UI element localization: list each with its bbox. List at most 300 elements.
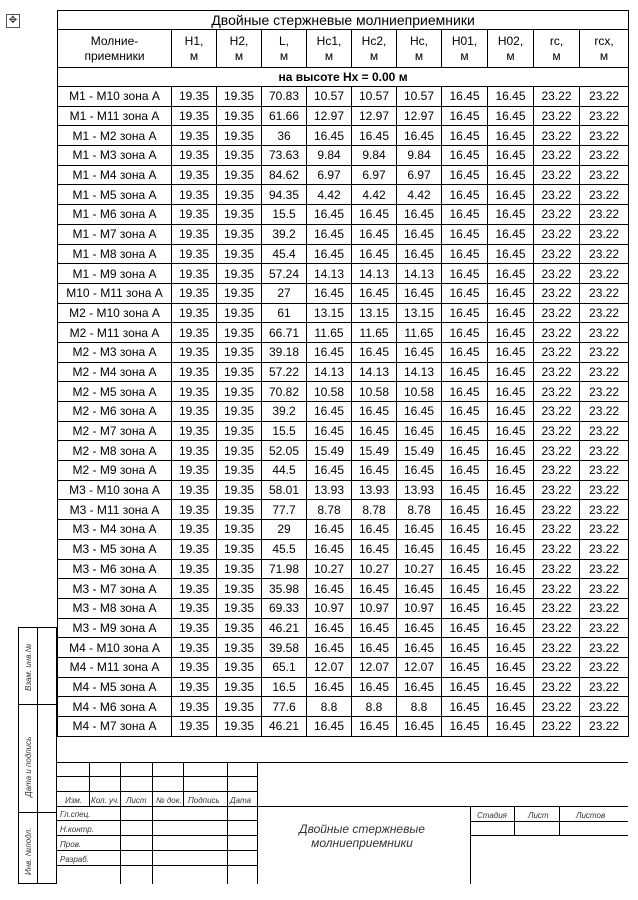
value-cell: 19.35: [172, 382, 217, 402]
value-cell: 10.97: [307, 598, 352, 618]
value-cell: 16.45: [397, 224, 442, 244]
value-cell: 19.35: [217, 283, 262, 303]
table-title: Двойные стержневые молниеприемники: [58, 11, 629, 30]
value-cell: 77.6: [262, 697, 307, 717]
value-cell: 16.45: [442, 657, 488, 677]
value-cell: 16.45: [488, 480, 534, 500]
table-row: [58, 382, 629, 402]
value-cell: 16.45: [442, 697, 488, 717]
value-cell: 16.45: [488, 421, 534, 441]
value-cell: 16.45: [488, 126, 534, 146]
value-cell: 19.35: [172, 283, 217, 303]
value-cell: 16.45: [488, 362, 534, 382]
value-cell: 16.45: [488, 106, 534, 126]
row-name-cell: М3 - М11 зона А: [58, 500, 172, 520]
value-cell: 16.45: [397, 579, 442, 599]
value-cell: 23.22: [534, 283, 580, 303]
row-name-cell: М1 - М6 зона А: [58, 205, 172, 225]
value-cell: 23.22: [580, 500, 629, 520]
value-cell: 16.45: [488, 618, 534, 638]
value-cell: 14.13: [397, 362, 442, 382]
value-cell: 23.22: [534, 382, 580, 402]
value-cell: 19.35: [217, 441, 262, 461]
value-cell: 19.35: [217, 165, 262, 185]
value-cell: 8.78: [352, 500, 397, 520]
row-name-cell: М2 - М7 зона А: [58, 421, 172, 441]
table-row: [58, 441, 629, 461]
value-cell: 19.35: [172, 146, 217, 166]
table-body: [58, 87, 629, 737]
value-cell: 16.45: [442, 579, 488, 599]
value-cell: 19.35: [172, 441, 217, 461]
replacement-inv-label: Взам. инв.№: [24, 643, 33, 691]
value-cell: 16.45: [488, 402, 534, 422]
value-cell: 16.45: [442, 559, 488, 579]
value-cell: 16.45: [307, 402, 352, 422]
value-cell: 23.22: [534, 323, 580, 343]
value-cell: 23.22: [580, 303, 629, 323]
value-cell: 16.45: [442, 677, 488, 697]
value-cell: 23.22: [534, 480, 580, 500]
value-cell: 19.35: [217, 126, 262, 146]
row-name-cell: М1 - М9 зона А: [58, 264, 172, 284]
value-cell: 19.35: [172, 342, 217, 362]
value-cell: 23.22: [580, 185, 629, 205]
row-name-cell: М2 - М4 зона А: [58, 362, 172, 382]
value-cell: 16.45: [397, 638, 442, 658]
value-cell: 10.58: [307, 382, 352, 402]
value-cell: 4.42: [307, 185, 352, 205]
table-row: [58, 657, 629, 677]
value-cell: 19.35: [172, 323, 217, 343]
value-cell: 16.45: [442, 283, 488, 303]
column-header-h2: H2, м: [217, 30, 262, 68]
row-name-cell: М3 - М9 зона А: [58, 618, 172, 638]
value-cell: 16.45: [488, 264, 534, 284]
value-cell: 66.71: [262, 323, 307, 343]
value-cell: 16.45: [488, 323, 534, 343]
value-cell: 23.22: [534, 618, 580, 638]
column-header-hc1: Hc1, м: [307, 30, 352, 68]
value-cell: 14.13: [307, 362, 352, 382]
value-cell: 16.45: [488, 185, 534, 205]
value-cell: 19.35: [217, 146, 262, 166]
value-cell: 16.45: [397, 205, 442, 225]
value-cell: 65.1: [262, 657, 307, 677]
value-cell: 19.35: [217, 402, 262, 422]
value-cell: 16.45: [442, 598, 488, 618]
value-cell: 14.13: [307, 264, 352, 284]
title-block: [57, 762, 628, 884]
change-header-list: Лист: [126, 796, 147, 805]
role-chief-spec: Гл.спец.: [60, 810, 91, 819]
table-row: [58, 598, 629, 618]
column-header-rc: rc, м: [534, 30, 580, 68]
value-cell: 16.45: [442, 402, 488, 422]
value-cell: 13.15: [397, 303, 442, 323]
row-name-cell: М2 - М9 зона А: [58, 461, 172, 481]
table-row: [58, 520, 629, 540]
role-checked: Пров.: [60, 840, 82, 849]
value-cell: 19.35: [217, 717, 262, 737]
value-cell: 6.97: [307, 165, 352, 185]
stamp-doc-title: Двойные стержневые молниеприемники: [299, 822, 425, 850]
value-cell: 19.35: [217, 244, 262, 264]
row-name-cell: М2 - М6 зона А: [58, 402, 172, 422]
value-cell: 19.35: [217, 185, 262, 205]
value-cell: 16.45: [488, 500, 534, 520]
value-cell: 23.22: [534, 402, 580, 422]
table-row: [58, 323, 629, 343]
table-row: [58, 342, 629, 362]
row-name-cell: М1 - М4 зона А: [58, 165, 172, 185]
value-cell: 16.45: [307, 638, 352, 658]
value-cell: 19.35: [217, 205, 262, 225]
row-name-cell: М1 - М2 зона А: [58, 126, 172, 146]
value-cell: 16.45: [307, 224, 352, 244]
value-cell: 19.35: [172, 264, 217, 284]
value-cell: 16.45: [488, 461, 534, 481]
value-cell: 23.22: [534, 559, 580, 579]
value-cell: 70.82: [262, 382, 307, 402]
value-cell: 11.65: [397, 323, 442, 343]
value-cell: 23.22: [534, 106, 580, 126]
value-cell: 11.65: [307, 323, 352, 343]
value-cell: 16.45: [488, 382, 534, 402]
value-cell: 10.57: [307, 87, 352, 107]
date-sign-label: Дата и подпись: [24, 736, 33, 797]
value-cell: 16.45: [397, 461, 442, 481]
row-name-cell: М2 - М11 зона А: [58, 323, 172, 343]
value-cell: 16.45: [442, 303, 488, 323]
value-cell: 23.22: [534, 579, 580, 599]
table-row: [58, 480, 629, 500]
table-row: [58, 461, 629, 481]
value-cell: 39.2: [262, 402, 307, 422]
value-cell: 23.22: [534, 421, 580, 441]
value-cell: 16.45: [352, 244, 397, 264]
value-cell: 16.45: [352, 402, 397, 422]
value-cell: 23.22: [534, 303, 580, 323]
column-header-rcx: rcx, м: [580, 30, 629, 68]
row-name-cell: М4 - М11 зона А: [58, 657, 172, 677]
value-cell: 13.15: [307, 303, 352, 323]
value-cell: 36: [262, 126, 307, 146]
value-cell: 16.45: [397, 402, 442, 422]
value-cell: 23.22: [580, 244, 629, 264]
value-cell: 52.05: [262, 441, 307, 461]
row-name-cell: М2 - М10 зона А: [58, 303, 172, 323]
value-cell: 4.42: [352, 185, 397, 205]
value-cell: 19.35: [217, 323, 262, 343]
value-cell: 12.97: [397, 106, 442, 126]
value-cell: 45.4: [262, 244, 307, 264]
value-cell: 16.45: [352, 579, 397, 599]
value-cell: 23.22: [580, 441, 629, 461]
value-cell: 19.35: [172, 185, 217, 205]
value-cell: 16.45: [488, 677, 534, 697]
value-cell: 19.35: [172, 205, 217, 225]
value-cell: 23.22: [580, 224, 629, 244]
row-name-cell: М1 - М5 зона А: [58, 185, 172, 205]
value-cell: 16.45: [488, 441, 534, 461]
value-cell: 16.45: [488, 598, 534, 618]
value-cell: 23.22: [534, 165, 580, 185]
table-row: [58, 185, 629, 205]
value-cell: 16.45: [488, 657, 534, 677]
value-cell: 58.01: [262, 480, 307, 500]
value-cell: 23.22: [534, 87, 580, 107]
value-cell: 19.35: [217, 559, 262, 579]
column-header-h1: H1, м: [172, 30, 217, 68]
table-row: [58, 165, 629, 185]
value-cell: 16.45: [442, 480, 488, 500]
value-cell: 23.22: [534, 657, 580, 677]
value-cell: 23.22: [534, 224, 580, 244]
value-cell: 16.45: [397, 283, 442, 303]
value-cell: 23.22: [534, 126, 580, 146]
value-cell: 16.45: [307, 244, 352, 264]
value-cell: 16.45: [397, 126, 442, 146]
stage-header: Стадия: [477, 811, 507, 820]
role-developed: Разраб.: [60, 855, 89, 864]
value-cell: 16.45: [442, 264, 488, 284]
value-cell: 16.45: [352, 677, 397, 697]
value-cell: 35.98: [262, 579, 307, 599]
value-cell: 69.33: [262, 598, 307, 618]
table-row: [58, 638, 629, 658]
value-cell: 16.45: [488, 165, 534, 185]
value-cell: 16.45: [488, 283, 534, 303]
value-cell: 23.22: [534, 441, 580, 461]
sheets-header: Листов: [576, 811, 606, 820]
value-cell: 23.22: [580, 402, 629, 422]
value-cell: 16.45: [442, 224, 488, 244]
value-cell: 6.97: [397, 165, 442, 185]
value-cell: 19.35: [217, 421, 262, 441]
value-cell: 8.8: [352, 697, 397, 717]
value-cell: 16.45: [488, 224, 534, 244]
table-row: [58, 126, 629, 146]
table-row: [58, 87, 629, 107]
value-cell: 23.22: [534, 362, 580, 382]
change-header-sign: Подпись: [188, 796, 220, 805]
value-cell: 16.45: [442, 87, 488, 107]
value-cell: 39.18: [262, 342, 307, 362]
value-cell: 16.45: [488, 579, 534, 599]
value-cell: 10.58: [397, 382, 442, 402]
value-cell: 16.45: [442, 342, 488, 362]
value-cell: 16.45: [442, 500, 488, 520]
value-cell: 16.45: [442, 146, 488, 166]
value-cell: 16.45: [307, 539, 352, 559]
value-cell: 19.35: [172, 165, 217, 185]
table-row: [58, 244, 629, 264]
value-cell: 23.22: [534, 539, 580, 559]
value-cell: 19.35: [217, 697, 262, 717]
value-cell: 16.45: [442, 520, 488, 540]
value-cell: 23.22: [534, 244, 580, 264]
value-cell: 10.27: [397, 559, 442, 579]
value-cell: 16.45: [442, 185, 488, 205]
value-cell: 19.35: [217, 520, 262, 540]
value-cell: 19.35: [172, 559, 217, 579]
sheet-header: Лист: [528, 811, 549, 820]
move-arrows-icon[interactable]: ✥: [6, 14, 20, 28]
row-name-cell: М4 - М7 зона А: [58, 717, 172, 737]
value-cell: 16.45: [307, 342, 352, 362]
column-header-hc2: Hc2, м: [352, 30, 397, 68]
value-cell: 9.84: [352, 146, 397, 166]
table-row: [58, 362, 629, 382]
value-cell: 10.27: [352, 559, 397, 579]
value-cell: 19.35: [172, 303, 217, 323]
table-row: [58, 717, 629, 737]
table-row: [58, 283, 629, 303]
value-cell: 19.35: [217, 539, 262, 559]
value-cell: 16.45: [352, 342, 397, 362]
row-name-cell: М10 - М11 зона А: [58, 283, 172, 303]
value-cell: 16.45: [307, 126, 352, 146]
value-cell: 16.45: [442, 441, 488, 461]
value-cell: 10.57: [352, 87, 397, 107]
value-cell: 16.45: [488, 717, 534, 737]
value-cell: 19.35: [217, 342, 262, 362]
value-cell: 6.97: [352, 165, 397, 185]
table-row: [58, 421, 629, 441]
value-cell: 16.5: [262, 677, 307, 697]
value-cell: 23.22: [534, 342, 580, 362]
value-cell: 23.22: [580, 717, 629, 737]
row-name-cell: М1 - М10 зона А: [58, 87, 172, 107]
column-header-h02: H02, м: [488, 30, 534, 68]
row-name-cell: М2 - М5 зона А: [58, 382, 172, 402]
table-row: [58, 205, 629, 225]
value-cell: 23.22: [580, 677, 629, 697]
value-cell: 16.45: [352, 224, 397, 244]
value-cell: 39.58: [262, 638, 307, 658]
value-cell: 23.22: [580, 323, 629, 343]
value-cell: 16.45: [442, 717, 488, 737]
value-cell: 16.45: [397, 717, 442, 737]
value-cell: 46.21: [262, 618, 307, 638]
change-header-kol: Кол. уч.: [91, 796, 120, 805]
value-cell: 16.45: [397, 342, 442, 362]
value-cell: 16.45: [488, 697, 534, 717]
value-cell: 46.21: [262, 717, 307, 737]
table-row: [58, 402, 629, 422]
value-cell: 16.45: [442, 362, 488, 382]
value-cell: 14.13: [397, 264, 442, 284]
value-cell: 23.22: [580, 146, 629, 166]
value-cell: 16.45: [352, 126, 397, 146]
value-cell: 16.45: [352, 539, 397, 559]
value-cell: 19.35: [172, 362, 217, 382]
value-cell: 16.45: [397, 539, 442, 559]
value-cell: 45.5: [262, 539, 307, 559]
change-header-izm: Изм.: [65, 796, 83, 805]
value-cell: 94.35: [262, 185, 307, 205]
lightning-table: [57, 10, 629, 737]
value-cell: 57.22: [262, 362, 307, 382]
value-cell: 12.07: [307, 657, 352, 677]
row-name-cell: М2 - М8 зона А: [58, 441, 172, 461]
value-cell: 16.45: [352, 205, 397, 225]
column-header-l: L, м: [262, 30, 307, 68]
value-cell: 23.22: [580, 579, 629, 599]
value-cell: 16.45: [488, 342, 534, 362]
change-header-date: Дата: [230, 796, 252, 805]
value-cell: 23.22: [534, 638, 580, 658]
value-cell: 16.45: [397, 677, 442, 697]
row-name-cell: М1 - М8 зона А: [58, 244, 172, 264]
value-cell: 19.35: [172, 87, 217, 107]
value-cell: 16.45: [307, 677, 352, 697]
value-cell: 19.35: [172, 579, 217, 599]
height-label: на высоте Hx = 0.00 м: [58, 68, 629, 87]
value-cell: 23.22: [580, 697, 629, 717]
table-row: [58, 579, 629, 599]
table-row: [58, 500, 629, 520]
value-cell: 15.49: [397, 441, 442, 461]
value-cell: 23.22: [534, 717, 580, 737]
value-cell: 19.35: [217, 618, 262, 638]
table-header-row: [58, 30, 629, 68]
value-cell: 16.45: [352, 638, 397, 658]
row-name-cell: М3 - М5 зона А: [58, 539, 172, 559]
value-cell: 73.63: [262, 146, 307, 166]
value-cell: 23.22: [580, 264, 629, 284]
value-cell: 9.84: [397, 146, 442, 166]
value-cell: 19.35: [172, 224, 217, 244]
value-cell: 27: [262, 283, 307, 303]
value-cell: 23.22: [534, 500, 580, 520]
value-cell: 19.35: [217, 480, 262, 500]
value-cell: 16.45: [307, 283, 352, 303]
column-header-name: Молние- приемники: [58, 30, 172, 68]
value-cell: 23.22: [580, 283, 629, 303]
value-cell: 16.45: [488, 87, 534, 107]
row-name-cell: М1 - М7 зона А: [58, 224, 172, 244]
table-row: [58, 106, 629, 126]
value-cell: 19.35: [217, 224, 262, 244]
table-row: [58, 264, 629, 284]
value-cell: 23.22: [580, 362, 629, 382]
value-cell: 16.45: [442, 165, 488, 185]
value-cell: 16.45: [488, 244, 534, 264]
change-header-doc: № док.: [156, 796, 182, 805]
value-cell: 23.22: [580, 106, 629, 126]
value-cell: 23.22: [534, 146, 580, 166]
value-cell: 16.45: [442, 205, 488, 225]
value-cell: 16.45: [307, 421, 352, 441]
table-row: [58, 539, 629, 559]
value-cell: 23.22: [580, 559, 629, 579]
value-cell: 19.35: [172, 421, 217, 441]
value-cell: 16.45: [307, 579, 352, 599]
value-cell: 16.45: [442, 382, 488, 402]
value-cell: 19.35: [217, 264, 262, 284]
value-cell: 19.35: [217, 677, 262, 697]
side-strip: [18, 627, 57, 884]
value-cell: 16.45: [307, 618, 352, 638]
value-cell: 19.35: [217, 382, 262, 402]
value-cell: 8.78: [397, 500, 442, 520]
table-row: [58, 146, 629, 166]
value-cell: 16.45: [442, 323, 488, 343]
column-header-hc: Hc, м: [397, 30, 442, 68]
value-cell: 19.35: [217, 106, 262, 126]
